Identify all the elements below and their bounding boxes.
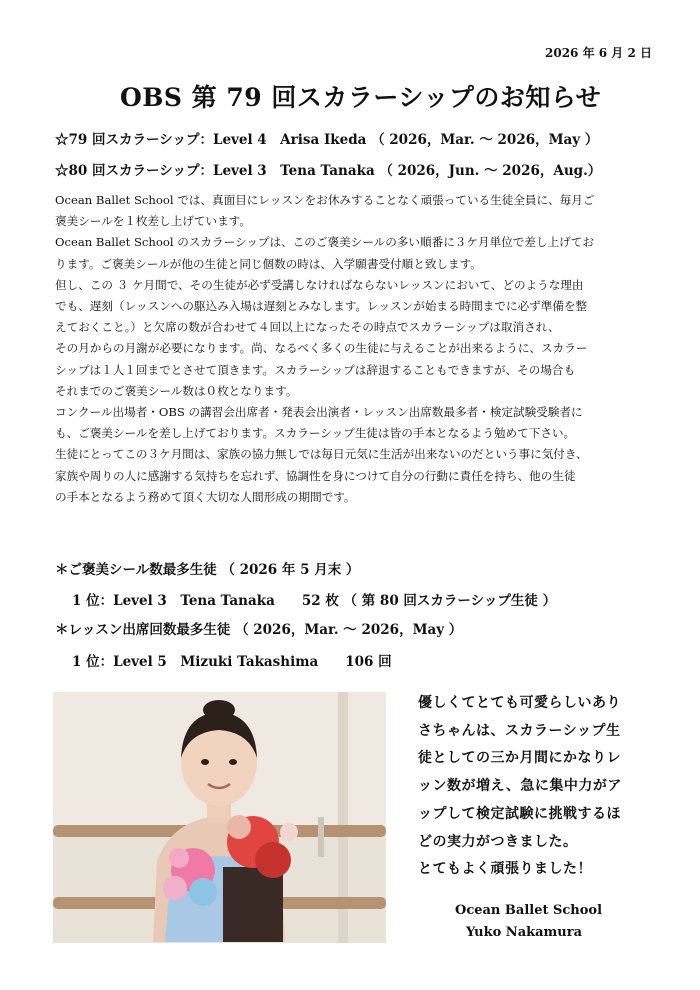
body-line: 褒美シールを１枚差し上げています。 [55,214,251,229]
body-line: 家族や周りの人に感謝する気持ちを忘れず、協調性を身につけて自分の行動に責任を持ち、他の生徒 [55,468,576,483]
body-line: それまでのご褒美シール数は０枚となります。 [55,383,298,398]
body-line: コンクール出場者・OBS の講習会出席者・発表会出演者・レッスン出席数最多者・検定試験受験者に [55,405,583,420]
sticker-ranking-heading: ＊ご褒美シール数最多生徒 （ 2026 年 5 月末 ） [55,562,360,578]
comment-line: ップして検定試験に挑戦するほ [418,805,621,822]
comment-line: 徒としての三か月間にかなりレ [418,750,621,767]
rules-text [55,190,653,508]
signature-name: Yuko Nakamura [466,925,583,940]
body-line: も、ご褒美シールを差し上げております。スカラーシップ生徒は皆の手本となるよう勉めて下さい。 [55,426,576,441]
body-line: 生徒にとってこの３ケ月間は、家族の協力無しでは毎日元気に生活が出来ないのだという事に気付き、 [55,447,588,462]
comment-line: どの実力がつきました。 [418,833,578,850]
body-line: シップは１人１回までとさせて頂きます。スカラーシップは辞退することもできますが、その場合も [55,362,576,377]
body-line: の手本となるよう務めて頂く大切な人間形成の期間です。 [55,489,356,504]
comment-line: 優しくてとても可愛らしいあり [418,695,621,711]
body-line: Ocean Ballet School では、真面目にレッスンをお休みすることなく頑張っている生徒全員に、毎月ご [55,193,595,207]
attendance-ranking-heading: ＊レッスン出席回数最多生徒 （ 2026，Mar. 〜 2026，May ） [55,622,463,638]
signature-school: Ocean Ballet School [455,903,603,918]
scholarship-79-line: ☆79 回スカラーシップ：Level 4 Arisa Ikeda （ 2026，Mar. 〜 2026，May ） [55,132,599,148]
teacher-comment [418,690,643,884]
student-photo [53,692,386,943]
attendance-ranking-first: 1 位：Level 5 Mizuki Takashima 106 回 [72,654,392,670]
sticker-ranking-first: 1 位：Level 3 Tena Tanaka 52 枚 （ 第 80 回スカラーシップ生徒 ） [72,593,557,609]
comment-line: ッン数が増え、急に集中力がア [418,778,622,795]
body-line: でも、遅刻（レッスンへの駆込み入場は遅刻とみなします。レッスンが始まる時間までに必ず準備を整 [55,299,588,314]
comment-line: さちゃんは、スカラーシップ生 [418,722,621,739]
body-line: ります。ご褒美シールが他の生徒と同じ個数の時は、入学願書受付順と致します。 [55,256,482,271]
body-line: その月からの月謝が必要になります。尚、なるべく多くの生徒に与えることが出来るように、スカラー [55,341,588,356]
body-line: えておくこと。）と欠席の数が合わせて４回以上になったその時点でスカラーシップは取消され、 [55,320,560,335]
issue-date: 2026 年 6 月 2 日 [545,46,652,60]
page-title: OBS 第 79 回スカラーシップのお知らせ [120,83,602,112]
comment-line: とてもよく頑張りました！ [418,861,592,878]
scholarship-80-line: ☆80 回スカラーシップ：Level 3 Tena Tanaka （ 2026，Jun. 〜 2026，Aug.） [55,163,602,179]
body-line: 但し、この ３ ケ月間で、その生徒が必ず受講しなければならないレッスンにおいて、どのような理由 [55,277,584,292]
body-line: Ocean Ballet School のスカラーシップは、このご褒美シールの多い順番に３ケ月単位で差し上げてお [55,235,594,250]
